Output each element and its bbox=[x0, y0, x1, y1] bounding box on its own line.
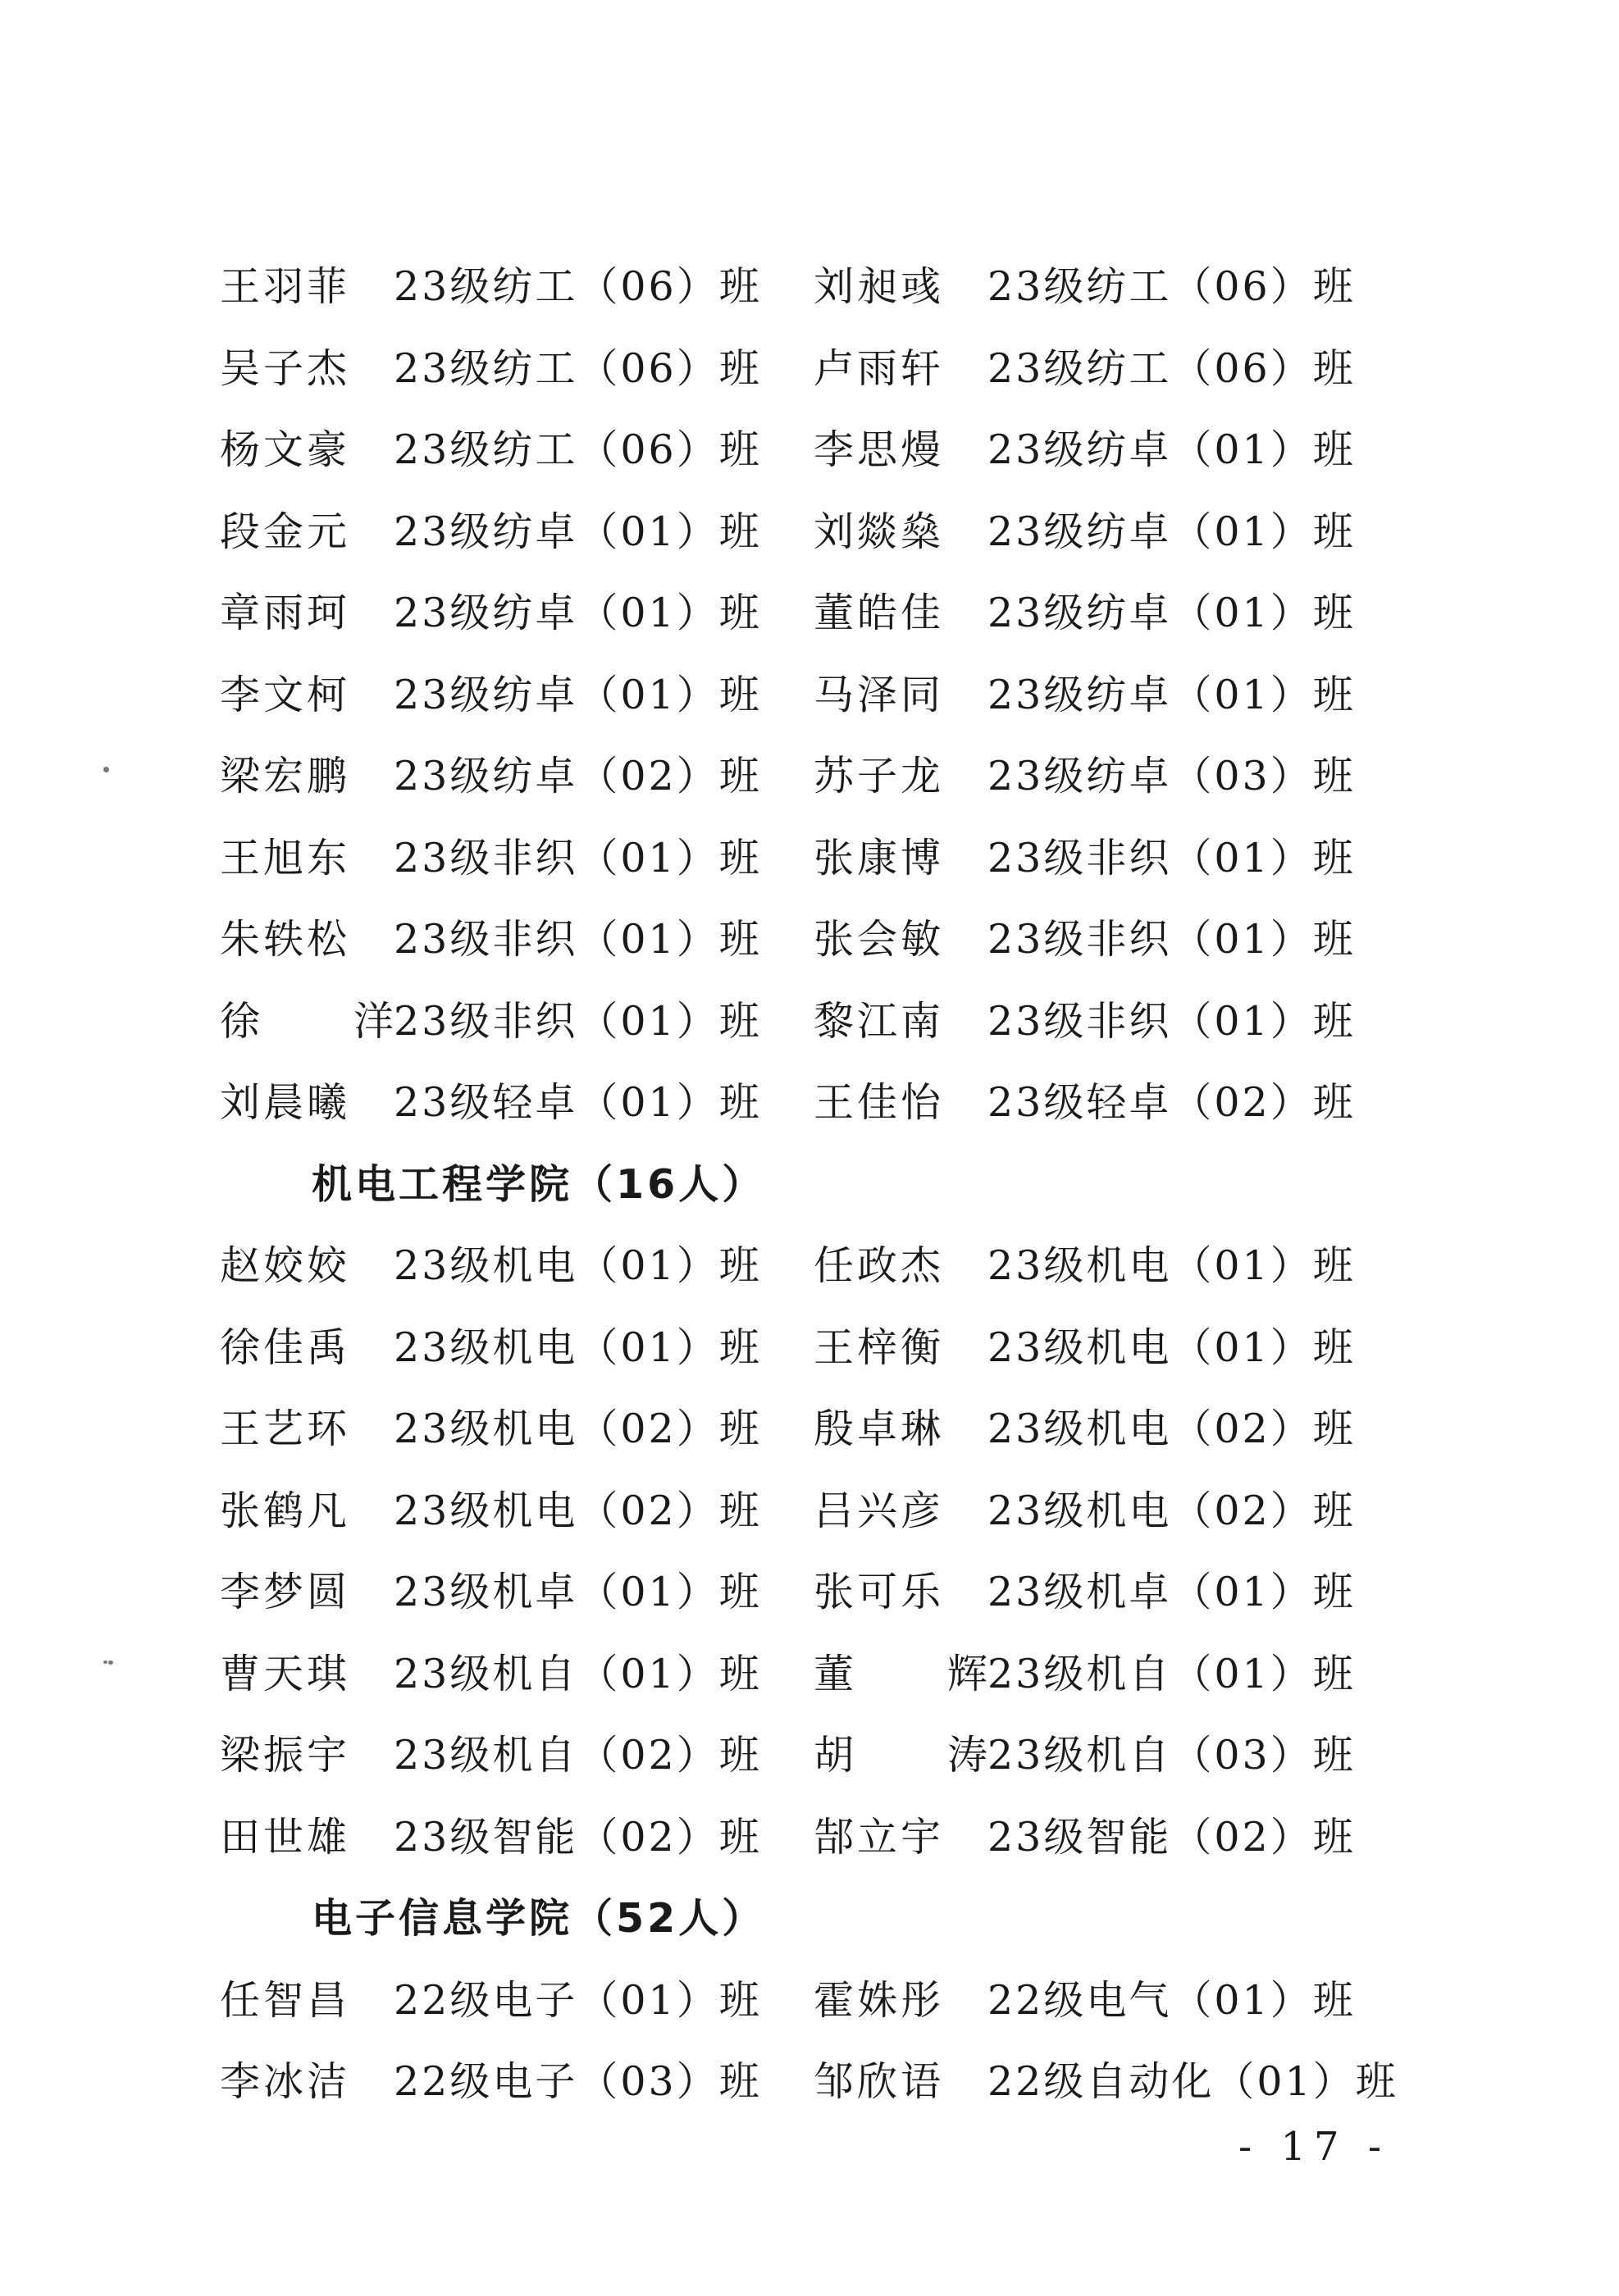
student-name: 王梓衡 bbox=[814, 1323, 945, 1371]
student-class: 23级机电（01）班 bbox=[987, 1242, 1356, 1289]
student-class: 22级电子（03）班 bbox=[394, 2058, 762, 2105]
student-class: 23级机自（02）班 bbox=[394, 1732, 762, 1779]
student-entry bbox=[814, 1805, 1356, 1887]
student-name: 王佳怡 bbox=[814, 1079, 945, 1126]
student-entry bbox=[814, 1723, 1356, 1805]
student-entry bbox=[814, 336, 1356, 418]
student-entry bbox=[220, 663, 762, 745]
list-row bbox=[220, 1642, 1409, 1724]
student-entry bbox=[220, 2049, 762, 2131]
student-entry bbox=[814, 499, 1356, 581]
student-class: 23级纺卓（01）班 bbox=[987, 426, 1356, 473]
student-name: 王羽菲 bbox=[220, 263, 351, 310]
student-class: 23级纺卓（01）班 bbox=[394, 671, 762, 718]
student-class: 23级非织（01）班 bbox=[987, 997, 1356, 1045]
student-name: 杨文豪 bbox=[220, 426, 351, 473]
student-name: 王旭东 bbox=[220, 834, 351, 882]
list-row bbox=[220, 581, 1409, 663]
page-number: - 17 - bbox=[1238, 2124, 1390, 2170]
student-name: 曹天琪 bbox=[220, 1650, 351, 1697]
student-class: 23级非织（01）班 bbox=[394, 997, 762, 1045]
student-name: 赵姣姣 bbox=[220, 1242, 351, 1289]
list-row bbox=[220, 1396, 1409, 1478]
student-entry bbox=[220, 499, 762, 581]
list-row bbox=[220, 1233, 1409, 1315]
student-class: 23级机自（01）班 bbox=[987, 1650, 1356, 1697]
student-class: 23级纺工（06）班 bbox=[987, 263, 1356, 310]
student-name: 张会敏 bbox=[814, 916, 945, 963]
list-row bbox=[220, 1968, 1409, 2050]
list-row bbox=[220, 1070, 1409, 1152]
student-entry bbox=[220, 1478, 762, 1560]
student-class: 23级机电（01）班 bbox=[394, 1242, 762, 1289]
section-heading: 电子信息学院（52人） bbox=[312, 1895, 766, 1942]
student-name: 张鹤凡 bbox=[220, 1487, 351, 1534]
student-entry bbox=[814, 1233, 1356, 1315]
student-entry bbox=[814, 1478, 1356, 1560]
student-entry bbox=[220, 1642, 762, 1724]
student-entry bbox=[220, 907, 762, 989]
student-class: 23级机自（01）班 bbox=[394, 1650, 762, 1697]
student-name: 卢雨轩 bbox=[814, 344, 945, 392]
student-name: 徐佳禹 bbox=[220, 1323, 351, 1371]
section-heading: 机电工程学院（16人） bbox=[312, 1160, 766, 1208]
student-entry bbox=[814, 989, 1356, 1071]
student-class: 23级机电（02）班 bbox=[987, 1405, 1356, 1452]
list-row bbox=[220, 336, 1409, 418]
list-row bbox=[220, 826, 1409, 908]
student-entry bbox=[220, 1233, 762, 1315]
student-class: 23级非织（01）班 bbox=[394, 834, 762, 882]
student-name: 刘昶彧 bbox=[814, 263, 945, 310]
student-class: 23级机卓（01）班 bbox=[394, 1569, 762, 1615]
student-entry bbox=[220, 254, 762, 336]
student-entry bbox=[220, 1968, 762, 2050]
student-class: 23级智能（02）班 bbox=[987, 1813, 1356, 1861]
student-class: 23级纺卓（01）班 bbox=[394, 508, 762, 555]
student-class: 23级纺卓（01）班 bbox=[394, 590, 762, 636]
student-entry bbox=[220, 417, 762, 499]
student-name: 吴子杰 bbox=[220, 344, 351, 392]
student-name: 梁振宇 bbox=[220, 1732, 351, 1779]
student-entry bbox=[220, 1805, 762, 1887]
student-entry bbox=[814, 2049, 1398, 2131]
student-class: 23级纺工（06）班 bbox=[394, 344, 762, 392]
student-class: 23级纺卓（01）班 bbox=[987, 508, 1356, 555]
list-row bbox=[220, 499, 1409, 581]
student-class: 23级非织（01）班 bbox=[987, 916, 1356, 963]
student-entry bbox=[814, 1070, 1356, 1152]
student-class: 23级智能（02）班 bbox=[394, 1813, 762, 1861]
student-class: 23级机电（02）班 bbox=[394, 1487, 762, 1534]
student-class: 23级纺卓（02）班 bbox=[394, 753, 762, 800]
student-name: 苏子龙 bbox=[814, 753, 945, 800]
student-entry bbox=[220, 989, 762, 1071]
student-name: 刘晨曦 bbox=[220, 1079, 351, 1126]
student-entry bbox=[814, 1968, 1356, 2050]
student-entry bbox=[220, 336, 762, 418]
student-name: 殷卓琳 bbox=[814, 1405, 945, 1452]
student-name: 马泽同 bbox=[814, 671, 945, 718]
scan-speck bbox=[103, 1660, 107, 1664]
list-row bbox=[220, 1315, 1409, 1397]
student-name: 李文柯 bbox=[220, 671, 351, 718]
student-name: 董辉 bbox=[814, 1650, 987, 1697]
student-entry bbox=[814, 1560, 1356, 1642]
student-class: 23级纺工（06）班 bbox=[394, 426, 762, 473]
student-entry bbox=[220, 1315, 762, 1397]
student-entry bbox=[814, 254, 1356, 336]
student-class: 23级机电（01）班 bbox=[987, 1323, 1356, 1371]
student-name: 王艺环 bbox=[220, 1405, 351, 1452]
student-entry bbox=[814, 417, 1356, 499]
student-class: 23级非织（01）班 bbox=[987, 834, 1356, 882]
student-class: 22级电子（01）班 bbox=[394, 1976, 762, 2024]
student-name: 任智昌 bbox=[220, 1976, 351, 2024]
list-row bbox=[220, 663, 1409, 745]
student-class: 23级非织（01）班 bbox=[394, 916, 762, 963]
student-name: 张康博 bbox=[814, 834, 945, 882]
list-row bbox=[220, 1560, 1409, 1642]
student-entry bbox=[220, 1070, 762, 1152]
student-list bbox=[220, 254, 1409, 2131]
student-name: 李思熳 bbox=[814, 426, 945, 473]
student-name: 胡涛 bbox=[814, 1732, 987, 1779]
list-row bbox=[220, 744, 1409, 826]
student-class: 23级纺卓（01）班 bbox=[987, 671, 1356, 718]
student-class: 23级机电（02）班 bbox=[987, 1487, 1356, 1534]
student-class: 23级机电（01）班 bbox=[394, 1323, 762, 1371]
scan-speck bbox=[103, 767, 109, 772]
student-entry bbox=[220, 1396, 762, 1478]
student-name: 黎江南 bbox=[814, 997, 945, 1045]
student-class: 22级自动化（01）班 bbox=[987, 2058, 1398, 2105]
student-entry bbox=[814, 581, 1356, 663]
student-entry bbox=[220, 581, 762, 663]
student-name: 董皓佳 bbox=[814, 590, 945, 636]
student-class: 23级机卓（01）班 bbox=[987, 1569, 1356, 1615]
student-name: 朱轶松 bbox=[220, 916, 351, 963]
student-name: 郜立宇 bbox=[814, 1813, 945, 1861]
list-row bbox=[220, 2049, 1409, 2131]
student-class: 23级纺卓（01）班 bbox=[987, 590, 1356, 636]
student-class: 23级机自（03）班 bbox=[987, 1732, 1356, 1779]
student-class: 23级轻卓（02）班 bbox=[987, 1079, 1356, 1126]
list-row bbox=[220, 1723, 1409, 1805]
scan-speck bbox=[108, 1660, 113, 1665]
student-entry bbox=[220, 1560, 762, 1642]
student-name: 刘燚燊 bbox=[814, 508, 945, 555]
student-name: 段金元 bbox=[220, 508, 351, 555]
list-row bbox=[220, 907, 1409, 989]
student-name: 徐洋 bbox=[220, 997, 394, 1045]
student-name: 李梦圆 bbox=[220, 1569, 351, 1615]
student-entry bbox=[220, 744, 762, 826]
student-name: 张可乐 bbox=[814, 1569, 945, 1615]
student-entry bbox=[814, 907, 1356, 989]
list-row bbox=[220, 254, 1409, 336]
student-name: 李冰洁 bbox=[220, 2058, 351, 2105]
student-entry bbox=[814, 1396, 1356, 1478]
student-class: 23级纺工（06）班 bbox=[394, 263, 762, 310]
student-name: 吕兴彦 bbox=[814, 1487, 945, 1534]
student-name: 章雨珂 bbox=[220, 590, 351, 636]
list-row bbox=[220, 989, 1409, 1071]
student-class: 22级电气（01）班 bbox=[987, 1976, 1356, 2024]
student-class: 23级机电（02）班 bbox=[394, 1405, 762, 1452]
list-row bbox=[220, 417, 1409, 499]
student-entry bbox=[814, 663, 1356, 745]
student-entry bbox=[814, 1315, 1356, 1397]
list-row bbox=[220, 1805, 1409, 1887]
student-entry bbox=[814, 826, 1356, 908]
student-class: 23级轻卓（01）班 bbox=[394, 1079, 762, 1126]
student-entry bbox=[814, 1642, 1356, 1724]
student-name: 田世雄 bbox=[220, 1813, 351, 1861]
student-class: 23级纺工（06）班 bbox=[987, 344, 1356, 392]
list-row bbox=[220, 1478, 1409, 1560]
student-name: 邹欣语 bbox=[814, 2058, 945, 2105]
student-name: 霍姝彤 bbox=[814, 1976, 945, 2024]
student-name: 梁宏鹏 bbox=[220, 753, 351, 800]
student-entry bbox=[220, 826, 762, 908]
student-class: 23级纺卓（03）班 bbox=[987, 753, 1356, 800]
student-name: 任政杰 bbox=[814, 1242, 945, 1289]
student-entry bbox=[814, 744, 1356, 826]
student-entry bbox=[220, 1723, 762, 1805]
